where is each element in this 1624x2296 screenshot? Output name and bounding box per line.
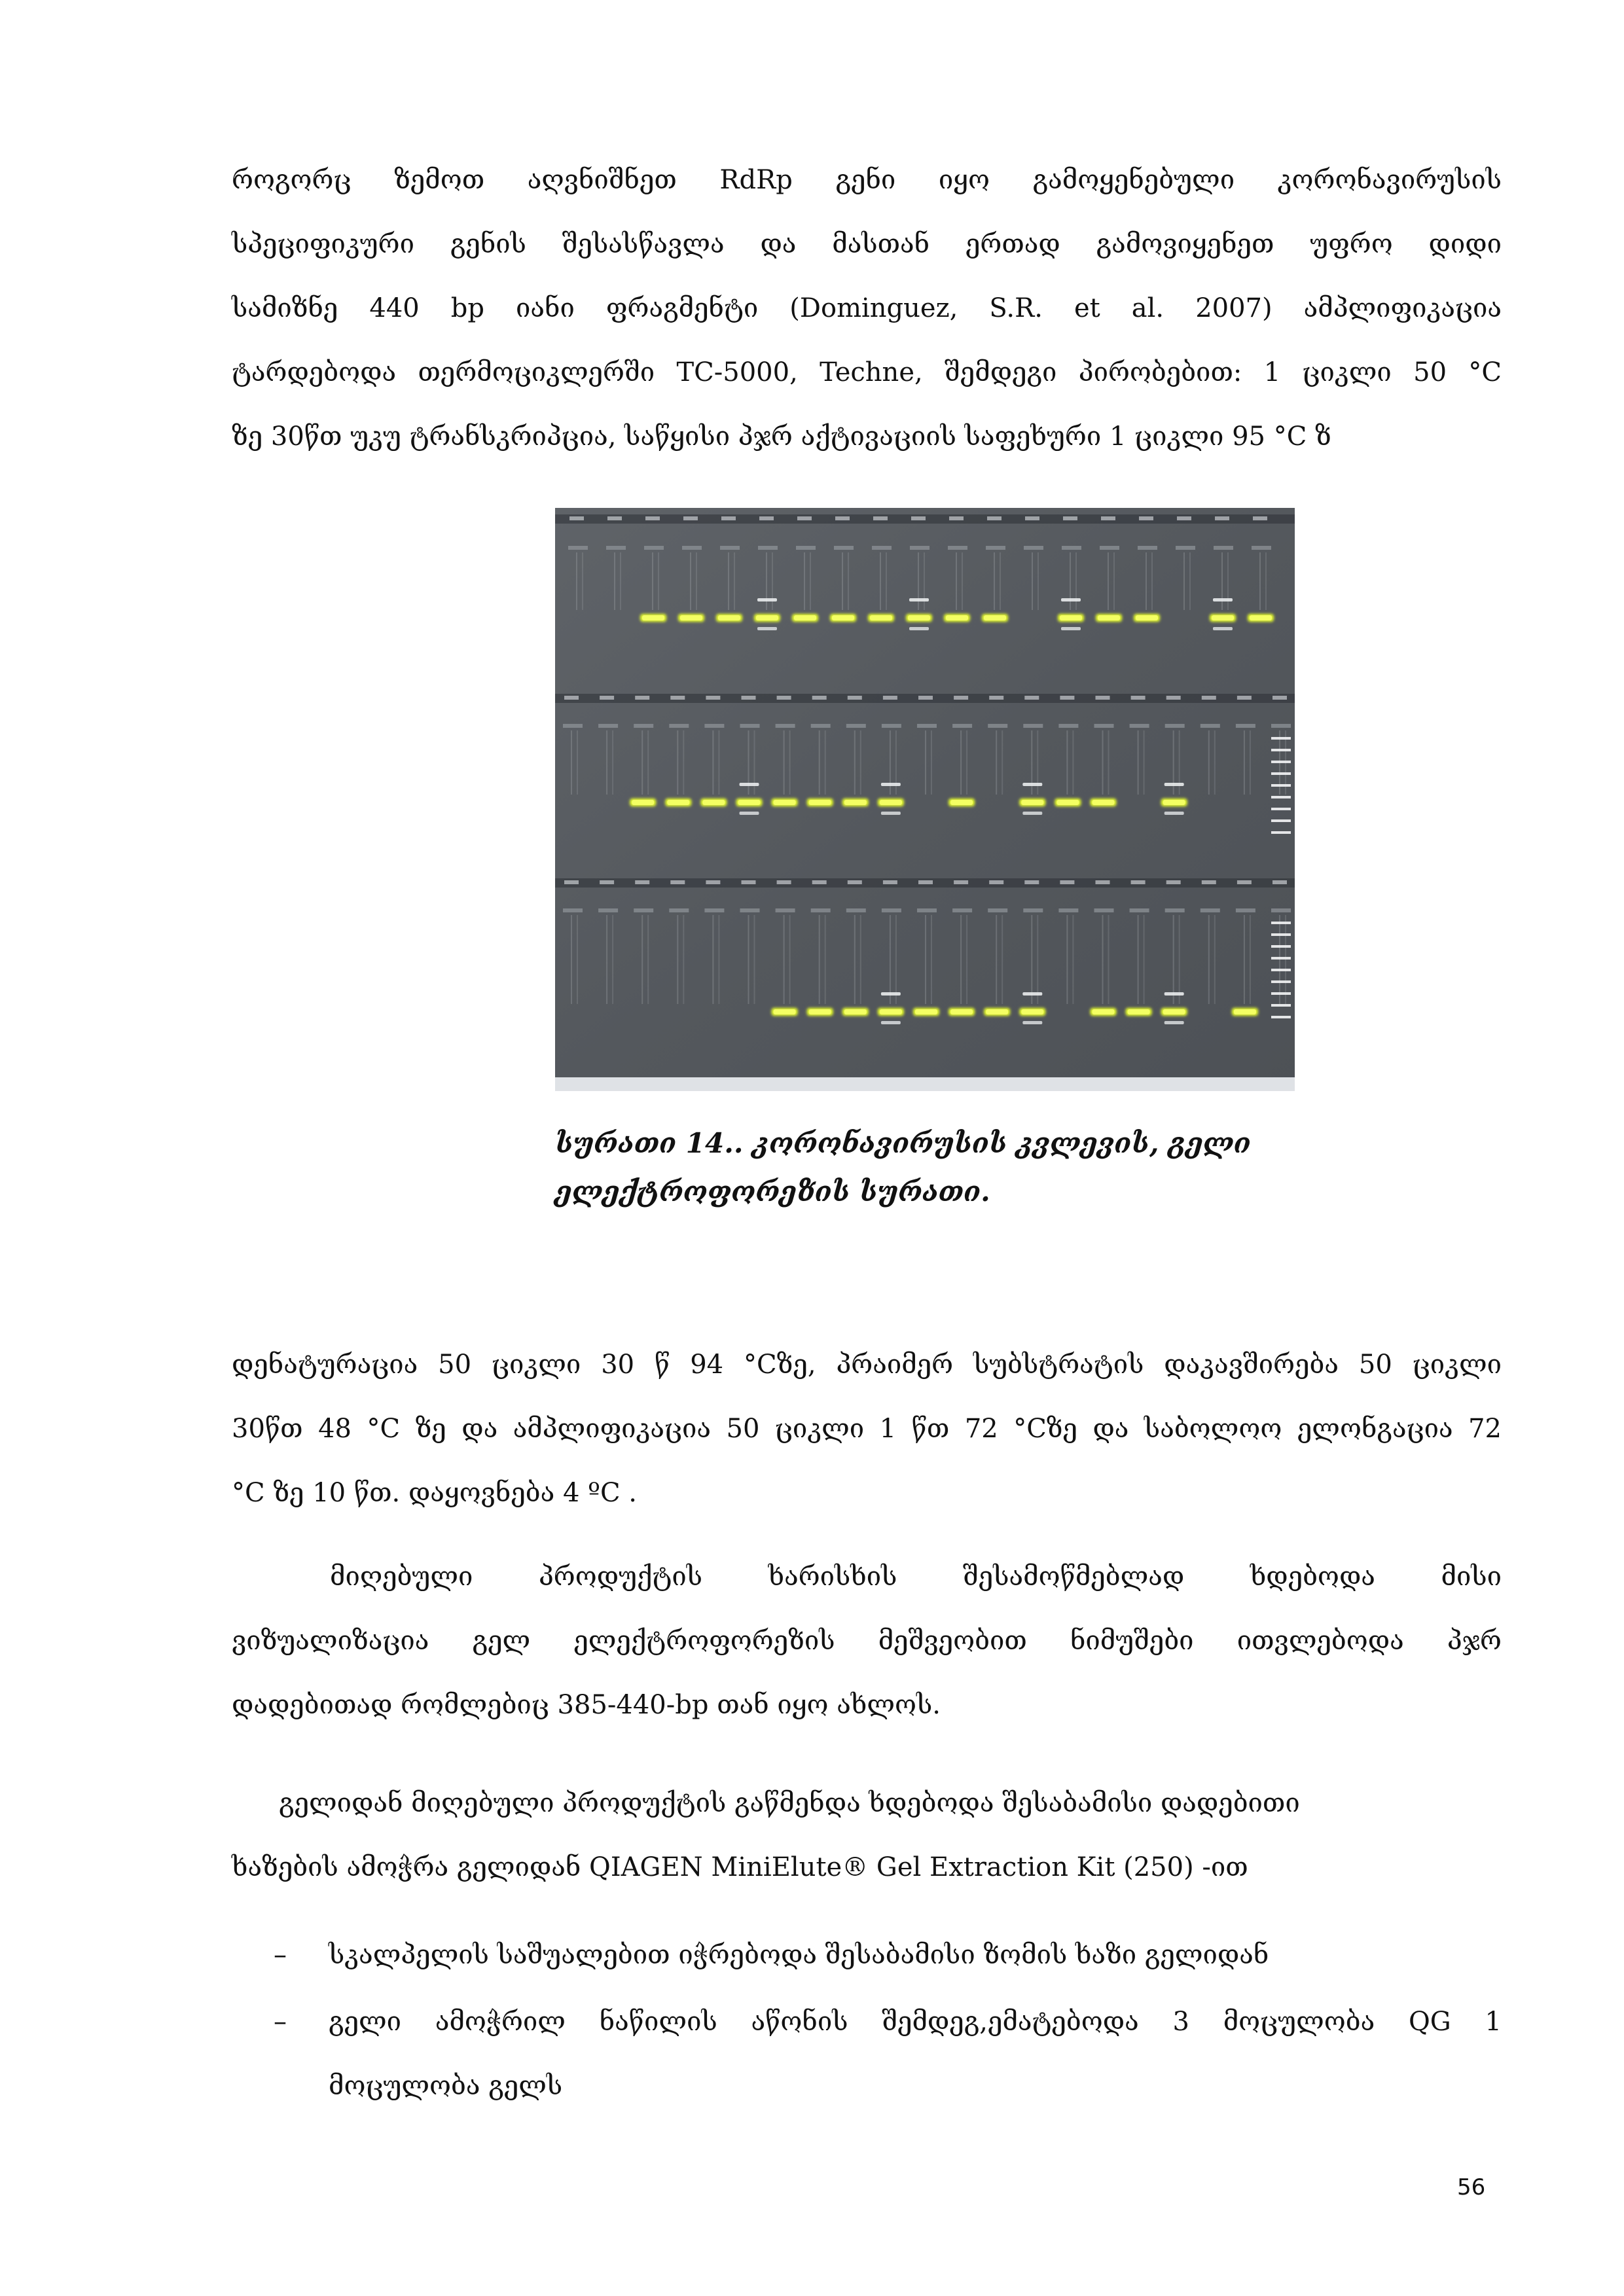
dna-band: [915, 1009, 937, 1014]
bullet-text: სკალპელის საშუალებით იჭრებოდა შესაბამისი ზომის ხაზი გელიდან: [329, 1940, 1269, 1970]
lane-tick-mark: [564, 696, 579, 700]
dna-band-faint: [1213, 598, 1233, 601]
ladder-band: [1271, 1016, 1291, 1018]
lane-tick-mark: [1237, 880, 1252, 884]
lane-tick-mark: [683, 516, 698, 520]
gel-well: [1094, 724, 1114, 728]
conditions-paragraph: [232, 1333, 1502, 1525]
gel-well: [1058, 908, 1078, 912]
gel-well: [1024, 546, 1043, 550]
lane-tick-mark: [989, 696, 1003, 700]
dna-band: [642, 615, 664, 620]
lane-tick-mark: [721, 516, 736, 520]
ladder-band: [1271, 992, 1291, 995]
gel-well: [1200, 724, 1220, 728]
dna-band: [880, 1009, 902, 1014]
gel-well: [644, 546, 664, 550]
lane-tick-mark: [883, 696, 897, 700]
gel-well: [563, 724, 583, 728]
bullet-dash: –: [274, 2007, 287, 2037]
gel-well: [1252, 546, 1271, 550]
dna-band: [774, 800, 796, 805]
dna-band: [718, 615, 740, 620]
dna-band-faint: [1164, 1021, 1184, 1024]
page-number: 56: [1457, 2174, 1486, 2200]
gel-well: [1094, 908, 1114, 912]
lane-tick-mark: [777, 696, 791, 700]
lane-tick-mark: [1060, 696, 1074, 700]
dna-band-faint: [881, 992, 901, 996]
lane-tick-mark: [1272, 880, 1287, 884]
gel-well: [986, 546, 1005, 550]
gel-well: [846, 724, 866, 728]
gel-well: [598, 724, 618, 728]
gel-well: [1271, 724, 1291, 728]
gel-well: [669, 908, 689, 912]
gel-well: [568, 546, 588, 550]
intro-line: სპეციფიკური გენის შესასწავლა და მასთან ერთად გამოვიყენეთ უფრო დიდი: [232, 229, 1502, 259]
gel-well: [740, 908, 760, 912]
dna-band-faint: [1061, 598, 1081, 601]
dna-band-faint: [1022, 992, 1042, 996]
dna-band: [632, 800, 654, 805]
gel-well: [776, 908, 795, 912]
dna-band: [774, 1009, 796, 1014]
ladder-band: [1271, 945, 1291, 948]
dna-band: [1163, 800, 1185, 805]
bullet-dash: –: [274, 1940, 287, 1970]
gel-well: [1130, 908, 1149, 912]
lane-tick-mark: [848, 880, 862, 884]
gel-well: [988, 724, 1007, 728]
dna-band-faint: [1164, 783, 1184, 786]
gel-well: [811, 908, 831, 912]
dna-band-faint: [1213, 627, 1233, 630]
lane-tick-mark: [777, 880, 791, 884]
conditions-line: დენატურაცია 50 ციკლი 30 წ 94 °Cზე, პრაიმერ სუბსტრატის დაკავშირება 50 ციკლი: [232, 1350, 1502, 1380]
ladder-band: [1271, 737, 1291, 740]
gel-well: [796, 546, 816, 550]
dna-band: [950, 800, 973, 805]
ladder-band: [1271, 761, 1291, 763]
gel-well: [669, 724, 689, 728]
gel-well: [988, 908, 1007, 912]
lane-tick-mark: [1131, 880, 1146, 884]
dna-band: [950, 1009, 973, 1014]
ladder-band: [1271, 784, 1291, 787]
dna-band-faint: [881, 1021, 901, 1024]
bullet-item: [232, 1990, 1502, 2118]
lane-tick-mark: [569, 516, 584, 520]
lane-tick-mark: [742, 696, 756, 700]
gel-well: [917, 724, 937, 728]
dna-band-faint: [881, 812, 901, 815]
dna-band-faint: [757, 598, 777, 601]
bullet-item: [232, 1923, 1502, 1987]
lane-tick-mark: [848, 696, 862, 700]
dna-band: [702, 800, 725, 805]
lane-tick-mark: [835, 516, 850, 520]
conditions-line: °C ზე 10 წთ. დაყოვნება 4 ºC .: [232, 1478, 637, 1508]
dna-band: [1092, 1009, 1115, 1014]
dna-band: [844, 1009, 867, 1014]
lane-tick-mark: [918, 696, 933, 700]
lane-tick-mark: [1060, 880, 1074, 884]
gel-well: [704, 908, 724, 912]
lane-tick-mark: [1025, 516, 1039, 520]
lane-tick-mark: [987, 516, 1001, 520]
purification-line: ხაზების ამოჭრა გელიდან QIAGEN MiniElute® Gel Extraction Kit (250) -ით: [232, 1852, 1248, 1882]
dna-band: [1128, 1009, 1150, 1014]
gel-well: [720, 546, 740, 550]
gel-well: [1176, 546, 1195, 550]
gel-well: [1236, 724, 1255, 728]
gel-well: [1100, 546, 1119, 550]
lane-tick-mark: [1024, 696, 1039, 700]
ladder-band: [1271, 1004, 1291, 1007]
lane-tick-mark: [1272, 696, 1287, 700]
lane-tick-mark: [873, 516, 888, 520]
dna-band-faint: [1022, 1021, 1042, 1024]
gel-well: [846, 908, 866, 912]
lane-tick-mark: [564, 880, 579, 884]
gel-well: [1214, 546, 1233, 550]
gel-well: [952, 724, 972, 728]
lane-tick-mark: [1063, 516, 1077, 520]
dna-band-faint: [1164, 992, 1184, 996]
ladder-band: [1271, 969, 1291, 971]
gel-well: [910, 546, 929, 550]
gel-well: [948, 546, 967, 550]
visualization-line: ვიზუალიზაცია გელ ელექტროფორეზის მეშვეობით ნიმუშები ითვლებოდა პჯრ: [232, 1626, 1502, 1656]
dna-band-faint: [1022, 783, 1042, 786]
lane-tick-mark: [1139, 516, 1153, 520]
gel-well: [1023, 724, 1043, 728]
gel-well: [1138, 546, 1157, 550]
gel-well: [1236, 908, 1255, 912]
ladder-band: [1271, 922, 1291, 924]
dna-band: [880, 800, 902, 805]
lane-tick-mark: [883, 880, 897, 884]
purification-line: გელიდან მიღებული პროდუქტის გაწმენდა ხდებოდა შესაბამისი დადებითი: [279, 1788, 1300, 1818]
lane-tick-mark: [989, 880, 1003, 884]
intro-line: როგორც ზემოთ აღვნიშნეთ RdRp გენი იყო გამოყენებული კორონავირუსის: [232, 165, 1502, 195]
gel-well: [682, 546, 702, 550]
gel-well: [776, 724, 795, 728]
gel-well: [1058, 724, 1078, 728]
visualization-line: მიღებული პროდუქტის ხარისხის შესამოწმებლად ხდებოდა მისი: [330, 1562, 1502, 1592]
lane-tick-mark: [1237, 696, 1252, 700]
lane-tick-mark: [670, 696, 685, 700]
gel-well: [704, 724, 724, 728]
bullet-text-line: მოცულობა გელს: [329, 2071, 563, 2101]
dna-band: [870, 615, 892, 620]
bullet-text: [329, 1990, 1502, 2118]
lane-tick-mark: [600, 696, 614, 700]
gel-well: [1023, 908, 1043, 912]
lane-tick-mark: [759, 516, 774, 520]
dna-band: [1250, 615, 1272, 620]
lane-tick-mark: [706, 880, 720, 884]
dna-band: [809, 800, 831, 805]
gel-well: [634, 908, 653, 912]
gel-electrophoresis-photo: [555, 508, 1295, 1091]
lane-tick-mark: [949, 516, 964, 520]
lane-tick-mark: [1131, 696, 1146, 700]
lane-tick-mark: [812, 880, 827, 884]
dna-band: [1212, 615, 1234, 620]
caption-line: სურათი 14.. კორონავირუსის კვლევის, გელი: [555, 1127, 1251, 1159]
dna-band-faint: [909, 598, 929, 601]
caption-line: ელექტროფორეზის სურათი.: [555, 1175, 990, 1208]
intro-line: სამიზნე 440 bp იანი ფრაგმენტი (Dominguez, S.R. et al. 2007) ამპლიფიკაცია: [232, 293, 1502, 323]
dna-band: [1021, 800, 1043, 805]
ladder-band: [1271, 980, 1291, 983]
dna-band-faint: [1164, 812, 1184, 815]
dna-band: [1021, 1009, 1043, 1014]
dna-band-faint: [881, 783, 901, 786]
dna-band-faint: [1061, 627, 1081, 630]
dna-band-faint: [740, 783, 759, 786]
dna-band-faint: [740, 812, 759, 815]
ladder-band: [1271, 819, 1291, 822]
lane-tick-mark: [911, 516, 926, 520]
gel-well: [1271, 908, 1291, 912]
visualization-line: დადებითად რომლებიც 385-440-bp თან იყო ახლოს.: [232, 1690, 941, 1720]
gel-well: [563, 908, 583, 912]
ladder-band: [1271, 957, 1291, 960]
gel-well: [882, 908, 901, 912]
lane-tick-mark: [670, 880, 685, 884]
dna-band: [984, 615, 1006, 620]
gel-well: [917, 908, 937, 912]
lane-tick-mark: [1202, 696, 1216, 700]
lane-tick-mark: [607, 516, 622, 520]
gel-image: [555, 508, 1295, 1091]
gel-well: [1130, 724, 1149, 728]
intro-line: ტარდებოდა თერმოციკლერში TC-5000, Techne, შემდეგი პირობებით: 1 ციკლი 50 °C: [232, 357, 1502, 387]
photo-bottom-edge: [555, 1077, 1295, 1091]
gel-well: [1062, 546, 1081, 550]
lane-tick-mark: [1096, 880, 1110, 884]
ladder-band: [1271, 933, 1291, 936]
lane-tick-mark: [1101, 516, 1115, 520]
intro-paragraph: [232, 148, 1502, 469]
ladder-band: [1271, 749, 1291, 751]
dna-band: [794, 615, 816, 620]
gel-well: [882, 724, 901, 728]
dna-band: [809, 1009, 831, 1014]
gel-well: [872, 546, 892, 550]
gel-well: [758, 546, 778, 550]
gel-well: [834, 546, 854, 550]
gel-well: [606, 546, 626, 550]
ladder-band: [1271, 772, 1291, 775]
dna-band: [756, 615, 778, 620]
lane-tick-mark: [742, 880, 756, 884]
dna-band: [908, 615, 930, 620]
dna-band: [1098, 615, 1120, 620]
dna-band: [946, 615, 968, 620]
lane-tick-mark: [600, 880, 614, 884]
gel-well: [740, 724, 760, 728]
lane-tick-mark: [1177, 516, 1191, 520]
lane-tick-mark: [918, 880, 933, 884]
ladder-band: [1271, 808, 1291, 810]
ladder-band: [1271, 796, 1291, 798]
lane-tick-mark: [635, 880, 649, 884]
dna-band: [1056, 800, 1079, 805]
dna-band: [832, 615, 854, 620]
gel-well: [1165, 908, 1185, 912]
dna-band: [738, 800, 761, 805]
dna-band: [680, 615, 702, 620]
dna-band-faint: [757, 627, 777, 630]
dna-band: [986, 1009, 1008, 1014]
gel-well: [952, 908, 972, 912]
lane-tick-mark: [1166, 696, 1181, 700]
lane-tick-mark: [1253, 516, 1267, 520]
lane-tick-mark: [1166, 880, 1181, 884]
dna-band: [844, 800, 867, 805]
gel-well: [811, 724, 831, 728]
dna-band: [667, 800, 689, 805]
dna-band-faint: [1022, 812, 1042, 815]
figure-caption: [555, 1119, 1406, 1216]
gel-well: [1165, 724, 1185, 728]
lane-tick-mark: [1096, 696, 1110, 700]
dna-band-faint: [909, 627, 929, 630]
lane-tick-mark: [797, 516, 812, 520]
lane-tick-mark: [1024, 880, 1039, 884]
bullet-text-line: გელი ამოჭრილ ნაწილის აწონის შემდეგ,ემატებოდა 3 მოცულობა QG 1: [329, 2007, 1502, 2037]
visualization-paragraph: [232, 1545, 1502, 1737]
lane-tick-mark: [645, 516, 660, 520]
dna-band: [1136, 615, 1158, 620]
lane-tick-mark: [706, 696, 720, 700]
dna-band: [1163, 1009, 1185, 1014]
lane-tick-mark: [1215, 516, 1229, 520]
intro-line: ზე 30წთ უკუ ტრანსკრიპცია, საწყისი პჯრ აქტივაციის საფეხური 1 ციკლი 95 °C ზ: [232, 422, 1331, 452]
gel-well: [598, 908, 618, 912]
lane-tick-mark: [812, 696, 827, 700]
lane-tick-mark: [954, 696, 968, 700]
gel-well: [1200, 908, 1220, 912]
purification-paragraph: [232, 1771, 1502, 1899]
conditions-line: 30წთ 48 °C ზე და ამპლიფიკაცია 50 ციკლი 1 წთ 72 °Cზე და საბოლოო ელონგაცია 72: [232, 1414, 1502, 1444]
lane-tick-mark: [1202, 880, 1216, 884]
dna-band: [1092, 800, 1115, 805]
dna-band: [1234, 1009, 1256, 1014]
lane-tick-mark: [635, 696, 649, 700]
gel-well: [634, 724, 653, 728]
dna-band: [1060, 615, 1082, 620]
lane-tick-mark: [954, 880, 968, 884]
ladder-band: [1271, 831, 1291, 834]
